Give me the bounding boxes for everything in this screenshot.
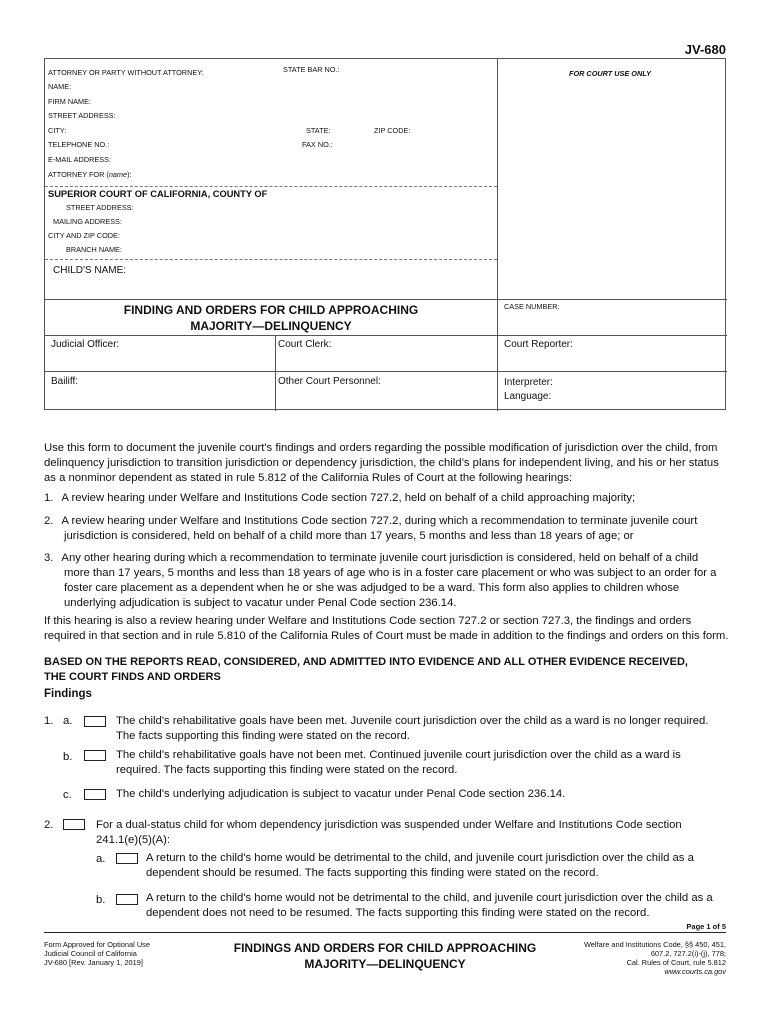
name-label: NAME: <box>48 82 72 91</box>
page-number: Page 1 of 5 <box>686 922 726 931</box>
courts-website-link[interactable]: www.courts.ca.gov <box>664 967 726 976</box>
finding-2a-label: a. <box>96 853 106 865</box>
footer-left: Form Approved for Optional Use Judicial Council of California JV-680 [Rev. January 1, 2019] <box>44 940 150 967</box>
court-mailing-label: MAILING ADDRESS: <box>53 217 122 226</box>
language-label: Language: <box>504 391 552 402</box>
intro-item-2: 2. A review hearing under Welfare and Institutions Code section 727.2, during which a recommendation to terminate juvenile court jurisdiction is considered, held on behalf of a child more than 17 years, 5 months and less than 18 years of age; or <box>44 515 698 542</box>
attorney-for-label: ATTORNEY FOR (name): <box>48 170 132 179</box>
finding-2b-checkbox[interactable] <box>116 894 138 905</box>
intro-item-3: 3. Any other hearing during which a recommendation to terminate juvenile court jurisdiction is considered, held on behalf of a child more than 17 years, 5 months and less than 18 years of age who is in a foster care placement or who was subject to an order for a foster care placement as a dependent when he or she was adjudged to be a ward. This form also applies to children whose underlying adjudication is subject to vacatur under Penal Code section 236.14. <box>44 552 717 609</box>
state-bar-label: STATE BAR NO.: <box>283 65 340 74</box>
intro-item-1: 1. A review hearing under Welfare and Institutions Code section 727.2, held on behalf of a child approaching majority; <box>44 492 636 504</box>
finding-1c-label: c. <box>63 789 72 801</box>
finding-2b-label: b. <box>96 894 106 906</box>
firm-label: FIRM NAME: <box>48 97 91 106</box>
intro-if-note: If this hearing is also a review hearing under Welfare and Institutions Code section 727.2 or section 727.3, the findings and orders required in that section and in rule 5.810 of the California Rules of Court must be made in addition to the findings and orders on this form. <box>44 615 729 642</box>
interpreter-label: Interpreter: <box>504 377 553 388</box>
finding-2b-text: A return to the child's home would not be detrimental to the child, and juvenile court jurisdiction over the child as a dependent does not need to be resumed. The facts supporting this finding were stated on the record. <box>146 892 713 919</box>
court-city-label: CITY AND ZIP CODE: <box>48 231 120 240</box>
judicial-officer-label: Judicial Officer: <box>51 339 120 350</box>
intro: Use this form to document the juvenile court's findings and orders regarding the possible modification of jurisdiction over the child, from delinquency jurisdiction to transition jurisdiction or dependency jurisdiction, the child’s plans for independent living, and his or her status as a nonminor dependent as stated in rule 5.812 of the California Rules of Court at the following hearings: <box>44 442 719 484</box>
finding-1c-checkbox[interactable] <box>84 789 106 800</box>
caption-box <box>44 58 726 410</box>
state-label: STATE: <box>306 126 331 135</box>
footer-title: FINDINGS AND ORDERS FOR CHILD APPROACHING MAJORITY—DELINQUENCY <box>233 941 537 971</box>
footer-right: Welfare and Institutions Code, §§ 450, 451, 607.2, 727.2(i)-(j), 778; Cal. Rules of Court, rule 5.812 www.courts.ca.gov <box>583 940 726 976</box>
email-label: E-MAIL ADDRESS: <box>48 155 111 164</box>
finding-1b-checkbox[interactable] <box>84 750 106 761</box>
form-title: FINDING AND ORDERS FOR CHILD APPROACHING MAJORITY—DELINQUENCY <box>123 303 419 333</box>
court-clerk-label: Court Clerk: <box>278 339 332 350</box>
court-reporter-label: Court Reporter: <box>504 339 573 350</box>
childs-name-label: CHILD'S NAME: <box>53 265 127 276</box>
footer-rule <box>44 932 726 933</box>
court-street-label: STREET ADDRESS: <box>66 203 134 212</box>
finding-1a-checkbox[interactable] <box>84 716 106 727</box>
form-id: JV-680 <box>684 42 726 57</box>
findings-heading: Findings <box>44 688 92 700</box>
finding-1b-text: The child's rehabilitative goals have not been met. Continued juvenile court jurisdiction over the child as a ward is required. The facts supporting this finding were stated on the record. <box>116 749 681 776</box>
finding-2-text: For a dual-status child for whom dependency jurisdiction was suspended under Welfare and Institutions Code section 241.1(e)(5)(A): <box>96 819 682 846</box>
telephone-label: TELEPHONE NO.: <box>48 140 110 149</box>
court-label: SUPERIOR COURT OF CALIFORNIA, COUNTY OF <box>48 189 268 199</box>
attorney-label: ATTORNEY OR PARTY WITHOUT ATTORNEY: <box>48 68 204 77</box>
court-branch-label: BRANCH NAME: <box>66 245 122 254</box>
city-label: CITY: <box>48 126 67 135</box>
finding-1a-text: The child's rehabilitative goals have been met. Juvenile court jurisdiction over the child as a ward is no longer required. The facts supporting this finding were stated on the record. <box>116 715 709 742</box>
finding-1b-label: b. <box>63 751 73 763</box>
finding-1c-text: The child's underlying adjudication is subject to vacatur under Penal Code section 236.14. <box>116 788 566 800</box>
case-number-label: CASE NUMBER: <box>504 302 560 311</box>
finding-1-num: 1. <box>44 715 54 727</box>
finding-2-num: 2. <box>44 819 54 831</box>
zip-label: ZIP CODE: <box>374 126 411 135</box>
finding-2a-text: A return to the child's home would be detrimental to the child, and juvenile court jurisdiction over the child as a dependent should be resumed. The facts supporting this finding were stated on the record. <box>146 852 694 879</box>
court-use-label: FOR COURT USE ONLY <box>569 69 652 78</box>
finding-2-checkbox[interactable] <box>63 819 85 830</box>
street-label: STREET ADDRESS: <box>48 111 116 120</box>
other-personnel-label: Other Court Personnel: <box>278 376 381 387</box>
finding-1a-label: a. <box>63 715 73 727</box>
based-on-heading: BASED ON THE REPORTS READ, CONSIDERED, AND ADMITTED INTO EVIDENCE AND ALL OTHER EVIDENCE RECEIVED, THE COURT FINDS AND ORDERS <box>44 656 688 683</box>
fax-label: FAX NO.: <box>302 140 333 149</box>
finding-2a-checkbox[interactable] <box>116 853 138 864</box>
bailiff-label: Bailiff: <box>51 376 79 387</box>
